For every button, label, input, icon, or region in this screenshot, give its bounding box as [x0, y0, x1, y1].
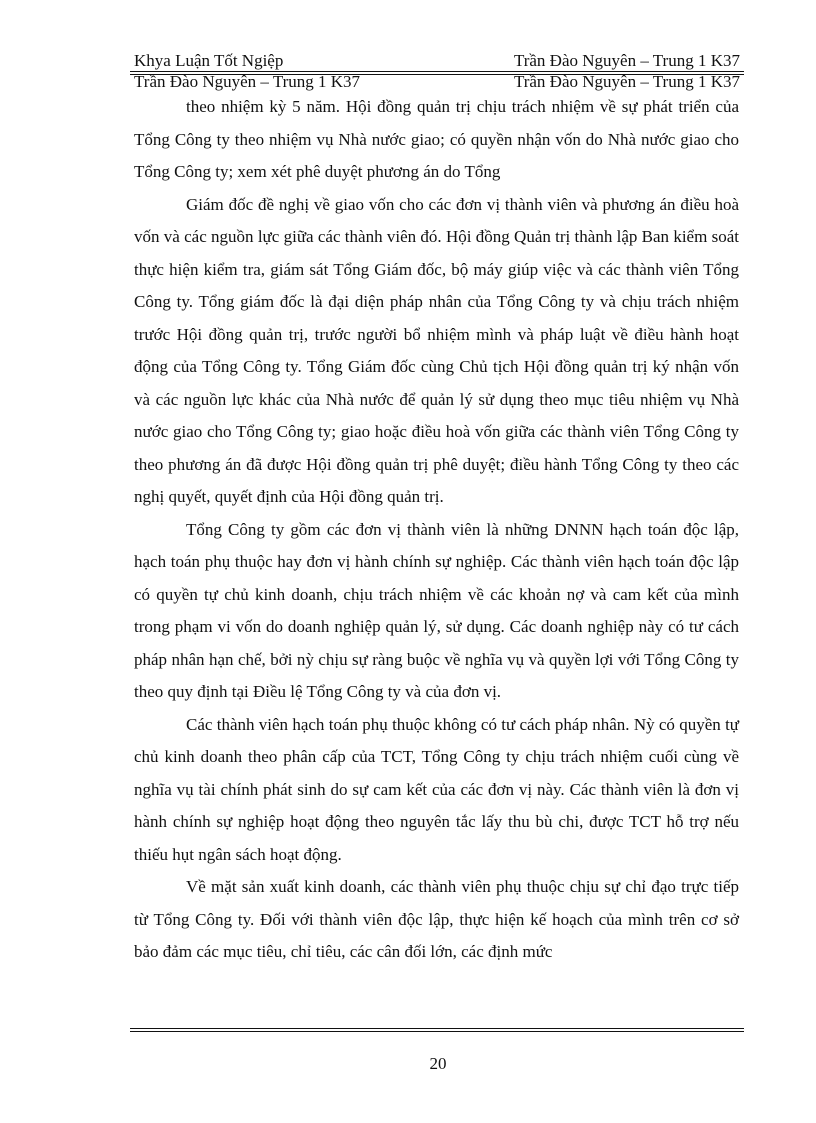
- running-header-secondary: [134, 72, 740, 92]
- running-header: [134, 51, 740, 71]
- paragraph: Về mặt sản xuất kinh doanh, các thành viên phụ thuộc chịu sự chỉ đạo trực tiếp từ Tổng Công ty. Đối với thành viên độc lập, thực hiện kế hoạch của mình trên cơ sở bảo đảm các mục tiêu, chỉ tiêu, các cân đối lớn, các định mức: [134, 877, 739, 961]
- header-author-left: Trần Đào Nguyên – Trung 1 K37: [134, 72, 361, 91]
- page-number: 20: [429, 1054, 447, 1073]
- paragraph: Tổng Công ty gồm các đơn vị thành viên là những DNNN hạch toán độc lập, hạch toán phụ thuộc hay đơn vị hành chính sự nghiệp. Các thành viên hạch toán độc lập có quyền tự chủ kinh doanh, chịu trách nhiệm về các khoản nợ và cam kết của mình trong phạm vi vốn do doanh nghiệp quản lý, sử dụng. Các doanh nghiệp này có tư cách pháp nhân hạn chế, bởi nỳ chịu sự ràng buộc về nghĩa vụ và quyền lợi với Tổng Công ty theo quy định tại Điều lệ Tổng Công ty và của đơn vị.: [134, 519, 739, 701]
- page-body: [134, 91, 739, 969]
- paragraph: theo nhiệm kỳ 5 năm. Hội đồng quản trị chịu trách nhiệm về sự phát triển của Tổng Công ty theo nhiệm vụ Nhà nước giao; có quyền nhận vốn do Nhà nước giao cho Tổng Công ty; xem xét phê duyệt phương án do Tổng: [134, 97, 739, 181]
- footer-rule-top: [130, 1028, 744, 1029]
- header-author-right: Trần Đào Nguyên – Trung 1 K37: [513, 72, 740, 91]
- header-author: Trần Đào Nguyên – Trung 1 K37: [513, 51, 740, 70]
- footer-rule-bottom: [130, 1031, 744, 1032]
- paragraph: Giám đốc đề nghị về giao vốn cho các đơn vị thành viên và phương án điều hoà vốn và các nguồn lực giữa các thành viên đó. Hội đồng Quản trị thành lập Ban kiểm soát thực hiện kiểm tra, giám sát Tổng Giám đốc, bộ máy giúp việc và các thành viên Tổng Công ty. Tổng giám đốc là đại diện pháp nhân của Tổng Công ty và chịu trách nhiệm trước Hội đồng quản trị, trước người bổ nhiệm mình và pháp luật về điều hành hoạt động của Tổng Công ty. Tổng Giám đốc cùng Chủ tịch Hội đồng quản trị ký nhận vốn và các nguồn lực khác của Nhà nước để quản lý sử dụng theo mục tiêu nhiệm vụ Nhà nước giao cho Tổng Công ty; giao hoặc điều hoà vốn giữa các thành viên Tổng Công ty theo phương án đã được Hội đồng quản trị phê duyệt; điều hành Tổng Công ty theo các nghị quyết, quyết định của Hội đồng quản trị.: [134, 194, 739, 506]
- paragraph: Các thành viên hạch toán phụ thuộc không có tư cách pháp nhân. Nỳ có quyền tự chủ kinh doanh theo phân cấp của TCT, Tổng Công ty chịu trách nhiệm cuối cùng về nghĩa vụ tài chính phát sinh do sự cam kết của các đơn vị này. Các thành viên là đơn vị hành chính sự nghiệp hoạt động theo nguyên tắc lấy thu bù chi, được TCT hỗ trợ nếu thiếu hụt ngân sách hoạt động.: [134, 714, 739, 864]
- header-thesis-title: Khya Luận Tốt Ngiệp: [134, 51, 284, 70]
